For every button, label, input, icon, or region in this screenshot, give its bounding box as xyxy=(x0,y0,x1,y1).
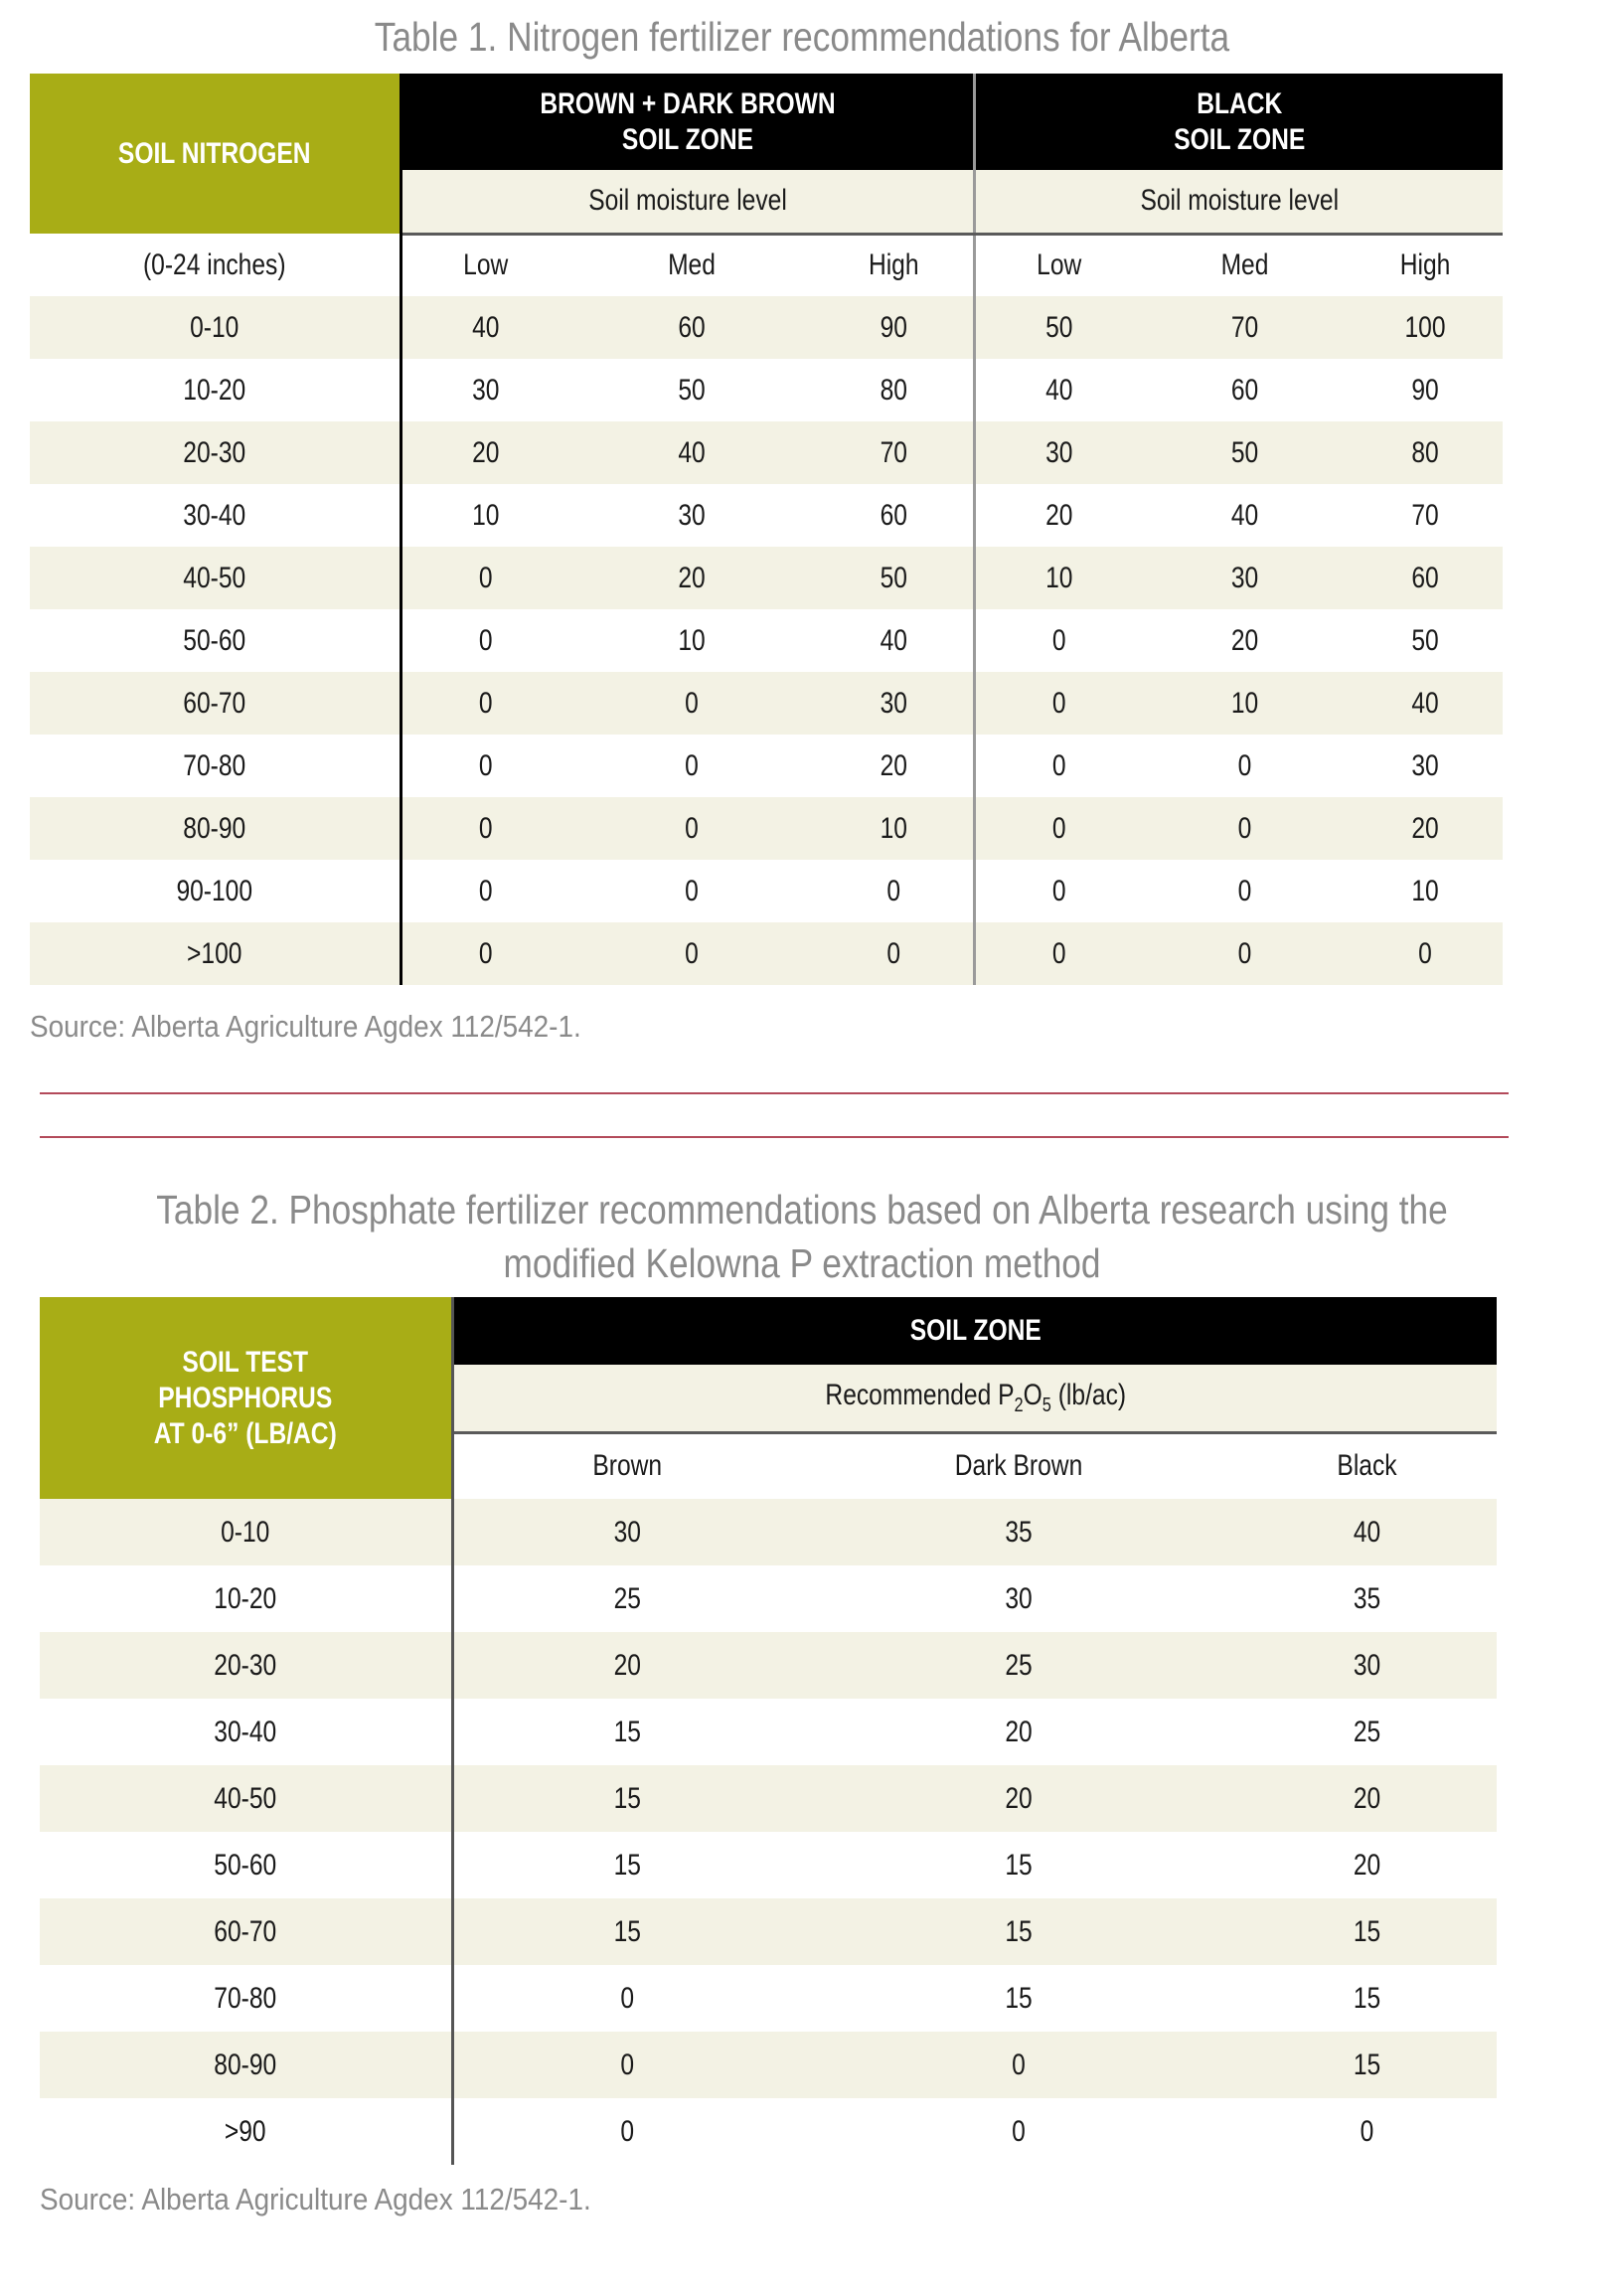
value-cell: 30 xyxy=(1044,435,1072,469)
value-cell: 0 xyxy=(1418,936,1432,970)
value-cell: 25 xyxy=(613,1581,641,1615)
moisture-subheader-brown: Soil moisture level xyxy=(401,170,974,234)
value-cell: 0 xyxy=(685,874,699,907)
phosphate-table xyxy=(40,1297,1497,2165)
range-cell: 70-80 xyxy=(183,748,246,782)
value-cell: 25 xyxy=(1353,1715,1381,1748)
range-cell: 90-100 xyxy=(176,874,253,907)
value-cell: 30 xyxy=(471,373,499,407)
value-cell: 0 xyxy=(478,811,493,845)
value-cell: 0 xyxy=(1051,623,1066,657)
table2-caption-line1: Table 2. Phosphate fertilizer recommendations based on Alberta research using the xyxy=(156,1187,1448,1232)
value-cell: 15 xyxy=(613,1914,641,1948)
value-cell: 70 xyxy=(1230,310,1259,344)
depth-label: (0-24 inches) xyxy=(142,247,286,281)
value-cell: 30 xyxy=(1005,1581,1033,1615)
table-row xyxy=(30,922,1503,985)
nitrogen-table xyxy=(30,74,1503,985)
moisture-subheader-black: Soil moisture level xyxy=(974,170,1503,234)
value-cell: 20 xyxy=(1005,1715,1033,1748)
value-cell: 50 xyxy=(1411,623,1439,657)
level-header: High xyxy=(868,248,919,282)
value-cell: 90 xyxy=(880,310,907,344)
value-cell: 40 xyxy=(1411,686,1439,720)
value-cell: 35 xyxy=(1353,1581,1381,1615)
value-cell: 30 xyxy=(613,1515,641,1549)
zone-header: Black xyxy=(1337,1449,1397,1483)
value-cell: 0 xyxy=(1012,2048,1026,2081)
range-cell: 10-20 xyxy=(214,1581,277,1615)
value-cell: 0 xyxy=(619,1981,634,2015)
value-cell: 0 xyxy=(886,874,901,907)
value-cell: 20 xyxy=(678,561,706,594)
value-cell: 15 xyxy=(1353,1981,1381,2015)
value-cell: 10 xyxy=(1044,561,1072,594)
value-cell: 35 xyxy=(1005,1515,1033,1549)
value-cell: 30 xyxy=(678,498,706,532)
value-cell: 20 xyxy=(1005,1781,1033,1815)
soil-nitrogen-label: SOIL NITROGEN xyxy=(117,136,311,170)
range-cell: >100 xyxy=(187,936,242,970)
value-cell: 0 xyxy=(685,686,699,720)
value-cell: 0 xyxy=(1051,686,1066,720)
table1-source: Source: Alberta Agriculture Agdex 112/542-1. xyxy=(30,1009,581,1044)
value-cell: 20 xyxy=(1411,811,1439,845)
value-cell: 80 xyxy=(1411,435,1439,469)
zone-header-brown: BROWN + DARK BROWN SOIL ZONE xyxy=(401,74,974,170)
zone-header-black: BLACK SOIL ZONE xyxy=(974,74,1503,170)
range-cell: 20-30 xyxy=(183,435,246,469)
value-cell: 40 xyxy=(1044,373,1072,407)
value-cell: 70 xyxy=(1411,498,1439,532)
value-cell: 0 xyxy=(1237,748,1252,782)
range-cell: 30-40 xyxy=(183,498,246,532)
value-cell: 10 xyxy=(880,811,907,845)
value-cell: 0 xyxy=(478,623,493,657)
range-cell: 30-40 xyxy=(214,1715,277,1748)
value-cell: 0 xyxy=(478,748,493,782)
range-cell: 50-60 xyxy=(183,623,246,657)
table-row xyxy=(40,1832,1497,1898)
value-cell: 20 xyxy=(471,435,499,469)
value-cell: 15 xyxy=(613,1848,641,1882)
value-cell: 0 xyxy=(1360,2114,1374,2148)
levels-row xyxy=(30,234,1503,296)
zone-header: Dark Brown xyxy=(954,1449,1083,1483)
corner-header xyxy=(30,74,401,234)
level-header: Med xyxy=(1220,248,1269,282)
value-cell: 15 xyxy=(1005,1848,1033,1882)
range-cell: 10-20 xyxy=(183,373,246,407)
table-row xyxy=(40,1632,1497,1699)
value-cell: 10 xyxy=(678,623,706,657)
value-cell: 0 xyxy=(685,811,699,845)
value-cell: 30 xyxy=(1411,748,1439,782)
table-row xyxy=(30,860,1503,922)
range-cell: 50-60 xyxy=(214,1848,277,1882)
table-row xyxy=(30,609,1503,672)
recommended-subheader: Recommended $P_2O_5$ (lb/ac) xyxy=(452,1365,1497,1432)
value-cell: 0 xyxy=(619,2048,634,2081)
table2-source: Source: Alberta Agriculture Agdex 112/542-1. xyxy=(40,2182,591,2216)
value-cell: 100 xyxy=(1404,310,1446,344)
table-row xyxy=(30,735,1503,797)
range-cell: 20-30 xyxy=(214,1648,277,1682)
value-cell: 40 xyxy=(471,310,499,344)
value-cell: 90 xyxy=(1411,373,1439,407)
table-row xyxy=(40,1965,1497,2032)
value-cell: 15 xyxy=(1353,1914,1381,1948)
range-cell: 0-10 xyxy=(221,1515,270,1549)
table-row xyxy=(30,359,1503,421)
table-row xyxy=(30,421,1503,484)
range-cell: 60-70 xyxy=(183,686,246,720)
value-cell: 0 xyxy=(478,936,493,970)
value-cell: 40 xyxy=(1353,1515,1381,1549)
value-cell: 15 xyxy=(613,1781,641,1815)
table-row xyxy=(40,1898,1497,1965)
value-cell: 0 xyxy=(1012,2114,1026,2148)
value-cell: 15 xyxy=(1005,1914,1033,1948)
level-header: Med xyxy=(668,248,716,282)
range-cell: >90 xyxy=(224,2114,266,2148)
value-cell: 25 xyxy=(1005,1648,1033,1682)
range-cell: 60-70 xyxy=(214,1914,277,1948)
value-cell: 0 xyxy=(685,748,699,782)
soil-zone-header: SOIL ZONE xyxy=(452,1297,1497,1365)
divider-rule xyxy=(40,1092,1509,1094)
table-row xyxy=(40,1499,1497,1565)
value-cell: 40 xyxy=(678,435,706,469)
value-cell: 0 xyxy=(1051,811,1066,845)
value-cell: 20 xyxy=(1353,1848,1381,1882)
value-cell: 30 xyxy=(880,686,907,720)
table-row xyxy=(30,296,1503,359)
table-row xyxy=(30,547,1503,609)
corner-header: SOIL TEST PHOSPHORUS AT 0-6” (LB/AC) xyxy=(40,1297,452,1499)
range-cell: 40-50 xyxy=(214,1781,277,1815)
value-cell: 50 xyxy=(1230,435,1259,469)
table-row xyxy=(40,1765,1497,1832)
value-cell: 20 xyxy=(880,748,907,782)
table2-caption-line2: modified Kelowna P extraction method xyxy=(503,1240,1101,1286)
value-cell: 0 xyxy=(478,874,493,907)
value-cell: 20 xyxy=(613,1648,641,1682)
value-cell: 0 xyxy=(1237,811,1252,845)
value-cell: 50 xyxy=(678,373,706,407)
value-cell: 60 xyxy=(880,498,907,532)
value-cell: 15 xyxy=(1005,1981,1033,2015)
value-cell: 0 xyxy=(478,561,493,594)
range-cell: 0-10 xyxy=(190,310,240,344)
value-cell: 0 xyxy=(1051,936,1066,970)
value-cell: 10 xyxy=(1230,686,1259,720)
value-cell: 20 xyxy=(1230,623,1259,657)
value-cell: 15 xyxy=(1353,2048,1381,2081)
value-cell: 60 xyxy=(1411,561,1439,594)
table-row xyxy=(40,1565,1497,1632)
table1-caption: Table 1. Nitrogen fertilizer recommendations for Alberta xyxy=(374,14,1230,60)
range-cell: 40-50 xyxy=(183,561,246,594)
level-header: Low xyxy=(462,248,508,282)
range-cell: 80-90 xyxy=(183,811,246,845)
value-cell: 40 xyxy=(1230,498,1259,532)
value-cell: 30 xyxy=(1353,1648,1381,1682)
table-row xyxy=(40,2032,1497,2098)
level-header: High xyxy=(1399,248,1451,282)
table-row xyxy=(40,2098,1497,2165)
value-cell: 0 xyxy=(1237,936,1252,970)
value-cell: 20 xyxy=(1353,1781,1381,1815)
value-cell: 30 xyxy=(1230,561,1259,594)
value-cell: 0 xyxy=(886,936,901,970)
value-cell: 70 xyxy=(880,435,907,469)
value-cell: 20 xyxy=(1044,498,1072,532)
range-cell: 80-90 xyxy=(214,2048,277,2081)
value-cell: 0 xyxy=(478,686,493,720)
value-cell: 0 xyxy=(619,2114,634,2148)
value-cell: 50 xyxy=(1044,310,1072,344)
value-cell: 60 xyxy=(678,310,706,344)
value-cell: 0 xyxy=(1051,748,1066,782)
table-row xyxy=(30,484,1503,547)
value-cell: 0 xyxy=(685,936,699,970)
divider-rule xyxy=(40,1136,1509,1138)
range-cell: 70-80 xyxy=(214,1981,277,2015)
level-header: Low xyxy=(1036,248,1081,282)
value-cell: 40 xyxy=(880,623,907,657)
table-row xyxy=(30,797,1503,860)
value-cell: 50 xyxy=(880,561,907,594)
value-cell: 15 xyxy=(613,1715,641,1748)
value-cell: 0 xyxy=(1237,874,1252,907)
table-row xyxy=(40,1699,1497,1765)
table-row xyxy=(30,672,1503,735)
value-cell: 0 xyxy=(1051,874,1066,907)
value-cell: 60 xyxy=(1230,373,1259,407)
value-cell: 10 xyxy=(1411,874,1439,907)
zone-header: Brown xyxy=(591,1449,662,1483)
value-cell: 10 xyxy=(471,498,499,532)
value-cell: 80 xyxy=(880,373,907,407)
